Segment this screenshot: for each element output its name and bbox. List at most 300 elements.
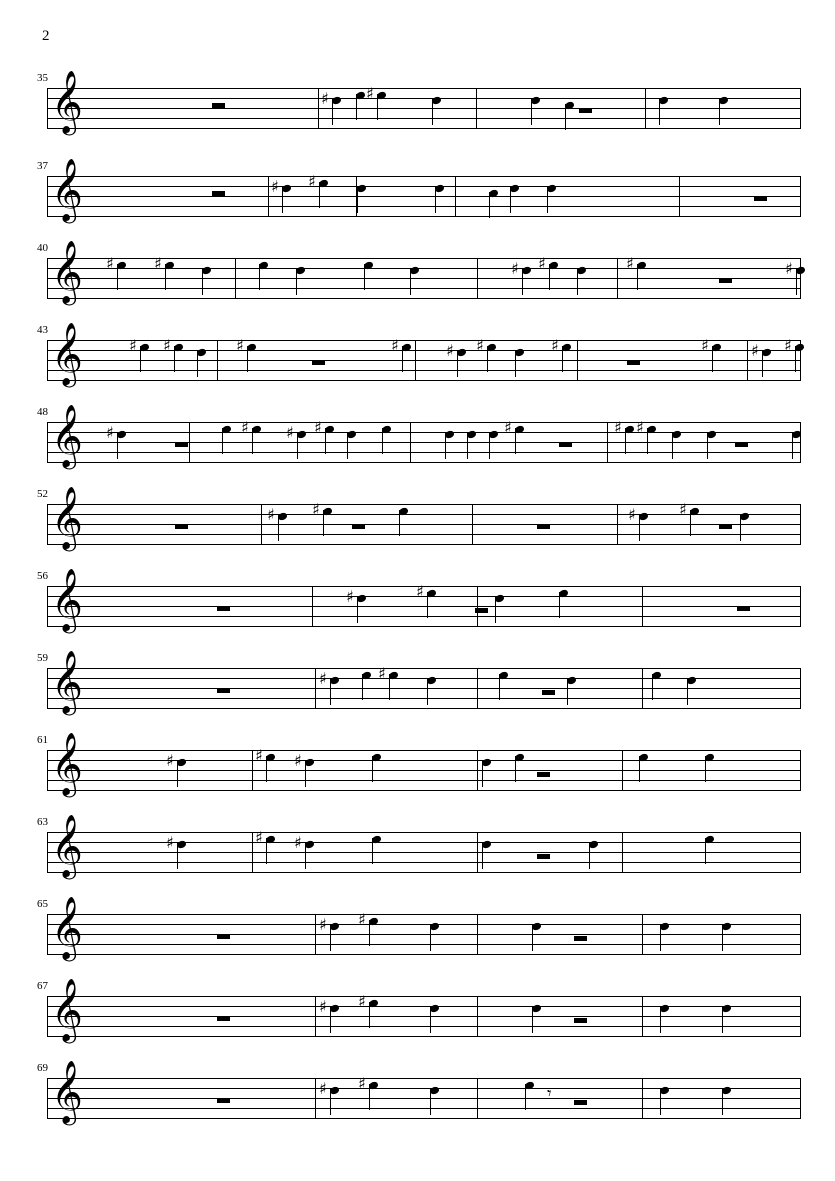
sharp-accidental-icon: ♯ (166, 751, 174, 770)
treble-clef-icon: 𝄞 (51, 732, 83, 795)
barline (477, 914, 478, 955)
barline (47, 504, 48, 545)
barline (800, 832, 801, 873)
staff (47, 500, 800, 545)
note-stem (174, 346, 175, 372)
staff-system (37, 650, 800, 732)
measure-rest (537, 524, 550, 529)
note-stem (652, 674, 653, 700)
sharp-accidental-icon: ♯ (551, 336, 559, 355)
staff-line (47, 360, 800, 361)
note-stem (330, 1089, 331, 1115)
note-stem (567, 679, 568, 705)
note-stem (330, 925, 331, 951)
note-stem (266, 756, 267, 782)
staff-line (47, 708, 800, 709)
barline (315, 1078, 316, 1119)
note-stem (202, 269, 203, 295)
barline (476, 88, 477, 129)
note-stem (325, 428, 326, 454)
staff (47, 418, 800, 463)
staff-line (47, 842, 800, 843)
note-stem (410, 269, 411, 295)
sharp-accidental-icon: ♯ (255, 746, 263, 765)
barline (47, 340, 48, 381)
barline (617, 504, 618, 545)
barline (800, 914, 801, 955)
staff-system (37, 322, 800, 404)
treble-clef-icon: 𝄞 (51, 568, 83, 631)
note-stem (222, 428, 223, 454)
note-stem (499, 674, 500, 700)
staff-system (37, 978, 800, 1060)
note-stem (639, 756, 640, 782)
measure-rest (212, 103, 225, 108)
note-stem (660, 925, 661, 951)
note-stem (467, 433, 468, 459)
note-stem (515, 351, 516, 377)
measure-rest (542, 690, 555, 695)
staff-line (47, 770, 800, 771)
note-stem (482, 761, 483, 787)
measure-rest (212, 191, 225, 196)
sharp-accidental-icon: ♯ (163, 336, 171, 355)
note-stem (117, 433, 118, 459)
staff-line (47, 108, 800, 109)
measure-rest (175, 442, 188, 447)
note-stem (330, 679, 331, 705)
page-number: 2 (42, 28, 50, 44)
note-stem (399, 510, 400, 536)
staff-system (37, 568, 800, 650)
staff-line (47, 216, 800, 217)
note-stem (522, 269, 523, 295)
note-stem (430, 1089, 431, 1115)
treble-clef-icon: 𝄞 (51, 814, 83, 877)
sharp-accidental-icon: ♯ (538, 254, 546, 273)
sharp-accidental-icon: ♯ (255, 828, 263, 847)
barline (47, 258, 48, 299)
barline (800, 258, 801, 299)
measure-rest (559, 442, 572, 447)
measure-rest (217, 934, 230, 939)
staff-line (47, 370, 800, 371)
staff-line (47, 462, 800, 463)
measure-number: 43 (37, 324, 48, 336)
note-stem (589, 843, 590, 869)
note-stem (707, 433, 708, 459)
note-stem (495, 597, 496, 623)
measure-number: 61 (37, 734, 48, 746)
measure-number: 37 (37, 160, 48, 172)
staff-line (47, 534, 800, 535)
staff-line (47, 298, 800, 299)
note-stem (482, 843, 483, 869)
staff-system (37, 896, 800, 978)
note-stem (356, 94, 357, 120)
sharp-accidental-icon: ♯ (166, 833, 174, 852)
note-stem (672, 433, 673, 459)
sharp-accidental-icon: ♯ (511, 259, 519, 278)
sharp-accidental-icon: ♯ (358, 1074, 366, 1093)
measure-rest (217, 606, 230, 611)
barline (217, 340, 218, 381)
sharp-accidental-icon: ♯ (319, 669, 327, 688)
note-stem (639, 515, 640, 541)
barline (800, 586, 801, 627)
staff-line (47, 206, 800, 207)
sharp-accidental-icon: ♯ (628, 505, 636, 524)
measure-number: 56 (37, 570, 48, 582)
barline (47, 176, 48, 217)
staff-line (47, 1016, 800, 1017)
sharp-accidental-icon: ♯ (294, 751, 302, 770)
sharp-accidental-icon: ♯ (308, 172, 316, 191)
note-stem (369, 920, 370, 946)
barline (800, 422, 801, 463)
staff-line (47, 98, 800, 99)
staff-system (37, 1060, 800, 1142)
barline (315, 914, 316, 955)
note-stem (532, 925, 533, 951)
barline (800, 504, 801, 545)
note-stem (559, 592, 560, 618)
note-stem (165, 264, 166, 290)
sharp-accidental-icon: ♯ (366, 84, 374, 103)
note-stem (445, 433, 446, 459)
note-stem (319, 182, 320, 208)
measure-rest (175, 524, 188, 529)
barline (312, 586, 313, 627)
barline (477, 750, 478, 791)
sharp-accidental-icon: ♯ (271, 177, 279, 196)
treble-clef-icon: 𝄞 (51, 486, 83, 549)
note-stem (719, 99, 720, 125)
staff-line (47, 128, 800, 129)
measure-number: 40 (37, 242, 48, 254)
measure-number: 48 (37, 406, 48, 418)
measure-rest (627, 360, 640, 365)
note-stem (690, 510, 691, 536)
staff-line (47, 288, 800, 289)
measure-rest (574, 1100, 587, 1105)
measure-rest (735, 442, 748, 447)
note-stem (792, 433, 793, 459)
note-stem (330, 1007, 331, 1033)
staff-line (47, 606, 800, 607)
barline (47, 422, 48, 463)
sharp-accidental-icon: ♯ (504, 418, 512, 437)
staff-line (47, 118, 800, 119)
note-stem (357, 187, 358, 213)
sharp-accidental-icon: ♯ (784, 336, 792, 355)
barline (642, 914, 643, 955)
sharp-accidental-icon: ♯ (476, 336, 484, 355)
measure-rest (719, 524, 732, 529)
note-stem (435, 187, 436, 213)
staff (47, 84, 800, 129)
sharp-accidental-icon: ♯ (416, 582, 424, 601)
note-stem (722, 1089, 723, 1115)
note-stem (332, 99, 333, 125)
barline (800, 88, 801, 129)
measure-rest (352, 524, 365, 529)
note-stem (369, 1084, 370, 1110)
barline (477, 668, 478, 709)
barline (622, 750, 623, 791)
note-stem (531, 99, 532, 125)
sharp-accidental-icon: ♯ (294, 833, 302, 852)
barline (645, 88, 646, 129)
sharp-accidental-icon: ♯ (319, 1079, 327, 1098)
note-stem (515, 756, 516, 782)
staff (47, 992, 800, 1037)
staff-line (47, 996, 800, 997)
barline (800, 668, 801, 709)
note-stem (795, 346, 796, 372)
note-stem (197, 351, 198, 377)
note-stem (705, 756, 706, 782)
barline (252, 832, 253, 873)
note-stem (660, 1007, 661, 1033)
barline (47, 832, 48, 873)
staff (47, 336, 800, 381)
note-stem (323, 510, 324, 536)
staff-line (47, 1098, 800, 1099)
staff-line (47, 452, 800, 453)
staff-line (47, 88, 800, 89)
treble-clef-icon: 𝄞 (51, 978, 83, 1041)
staff-line (47, 524, 800, 525)
sharp-accidental-icon: ♯ (785, 259, 793, 278)
measure-number: 59 (37, 652, 48, 664)
measure-rest (537, 772, 550, 777)
sharp-accidental-icon: ♯ (314, 418, 322, 437)
measure-rest (737, 606, 750, 611)
staff-line (47, 1118, 800, 1119)
staff-line (47, 380, 800, 381)
sharp-accidental-icon: ♯ (236, 336, 244, 355)
staff-line (47, 176, 800, 177)
note-stem (389, 674, 390, 700)
note-stem (432, 99, 433, 125)
sharp-accidental-icon: ♯ (446, 341, 454, 360)
barline (47, 996, 48, 1037)
note-stem (705, 838, 706, 864)
sharp-accidental-icon: ♯ (614, 418, 622, 437)
note-stem (362, 674, 363, 700)
treble-clef-icon: 𝄞 (51, 240, 83, 303)
note-stem (659, 99, 660, 125)
barline (47, 586, 48, 627)
note-stem (177, 761, 178, 787)
note-stem (487, 346, 488, 372)
sharp-accidental-icon: ♯ (321, 89, 329, 108)
staff-line (47, 1006, 800, 1007)
sharp-accidental-icon: ♯ (751, 341, 759, 360)
staff-line (47, 760, 800, 761)
note-stem (140, 346, 141, 372)
barline (642, 668, 643, 709)
note-stem (489, 433, 490, 459)
staff-line (47, 668, 800, 669)
treble-clef-icon: 𝄞 (51, 650, 83, 713)
barline (268, 176, 269, 217)
note-stem (357, 597, 358, 623)
sharp-accidental-icon: ♯ (106, 254, 114, 273)
note-stem (297, 433, 298, 459)
barline (47, 88, 48, 129)
barline (455, 176, 456, 217)
staff-line (47, 504, 800, 505)
note-stem (372, 838, 373, 864)
note-stem (577, 269, 578, 295)
staff-line (47, 914, 800, 915)
note-stem (510, 187, 511, 213)
barline (47, 750, 48, 791)
staff-line (47, 780, 800, 781)
sharp-accidental-icon: ♯ (679, 500, 687, 519)
measure-number: 63 (37, 816, 48, 828)
eighth-rest-icon: 𝄾 (547, 1084, 552, 1104)
note-stem (372, 756, 373, 782)
sharp-accidental-icon: ♯ (378, 664, 386, 683)
measure-rest (537, 854, 550, 859)
staff-line (47, 1108, 800, 1109)
staff-line (47, 442, 800, 443)
note-stem (369, 1002, 370, 1028)
barline (477, 996, 478, 1037)
staff-line (47, 340, 800, 341)
staff-line (47, 616, 800, 617)
barline (261, 504, 262, 545)
sharp-accidental-icon: ♯ (241, 418, 249, 437)
sharp-accidental-icon: ♯ (358, 992, 366, 1011)
staff-line (47, 924, 800, 925)
sharp-accidental-icon: ♯ (312, 500, 320, 519)
staff-system (37, 404, 800, 486)
sharp-accidental-icon: ♯ (626, 254, 634, 273)
note-stem (377, 94, 378, 120)
note-stem (427, 592, 428, 618)
barline (47, 668, 48, 709)
staff-line (47, 544, 800, 545)
staff-line (47, 422, 800, 423)
note-stem (647, 428, 648, 454)
barline (642, 996, 643, 1037)
staff-line (47, 432, 800, 433)
staff (47, 828, 800, 873)
treble-clef-icon: 𝄞 (51, 322, 83, 385)
treble-clef-icon: 𝄞 (51, 404, 83, 467)
sharp-accidental-icon: ♯ (286, 423, 294, 442)
barline (472, 504, 473, 545)
treble-clef-icon: 𝄞 (51, 1060, 83, 1123)
staff-line (47, 1088, 800, 1089)
measure-rest (574, 1018, 587, 1023)
measure-rest (217, 1016, 230, 1021)
barline (800, 1078, 801, 1119)
note-stem (515, 428, 516, 454)
staff (47, 910, 800, 955)
staff (47, 172, 800, 217)
staff (47, 1074, 800, 1119)
barline (642, 586, 643, 627)
staff-line (47, 1078, 800, 1079)
barline (318, 88, 319, 129)
note-stem (402, 346, 403, 372)
note-stem (637, 264, 638, 290)
staff-line (47, 862, 800, 863)
measure-rest (574, 936, 587, 941)
sharp-accidental-icon: ♯ (129, 336, 137, 355)
note-stem (722, 1007, 723, 1033)
sharp-accidental-icon: ♯ (391, 336, 399, 355)
barline (477, 258, 478, 299)
measure-rest (312, 360, 325, 365)
note-stem (305, 761, 306, 787)
note-stem (525, 1084, 526, 1110)
barline (252, 750, 253, 791)
staff-line (47, 278, 800, 279)
staff-system (37, 814, 800, 896)
note-stem (687, 679, 688, 705)
note-stem (266, 838, 267, 864)
measure-number: 65 (37, 898, 48, 910)
barline (679, 176, 680, 217)
staff-line (47, 832, 800, 833)
note-stem (712, 346, 713, 372)
note-stem (427, 679, 428, 705)
staff-line (47, 872, 800, 873)
note-stem (625, 428, 626, 454)
note-stem (259, 264, 260, 290)
note-stem (740, 515, 741, 541)
staff-line (47, 852, 800, 853)
note-stem (489, 192, 490, 218)
barline (235, 258, 236, 299)
sharp-accidental-icon: ♯ (154, 254, 162, 273)
barline (617, 258, 618, 299)
barline (800, 176, 801, 217)
measure-number: 35 (37, 72, 48, 84)
treble-clef-icon: 𝄞 (51, 896, 83, 959)
note-stem (252, 428, 253, 454)
staff-system (37, 486, 800, 568)
note-stem (347, 433, 348, 459)
barline (47, 1078, 48, 1119)
measure-rest (754, 196, 767, 201)
note-stem (457, 351, 458, 377)
note-stem (547, 187, 548, 213)
note-stem (565, 104, 566, 130)
barline (800, 996, 801, 1037)
staff-line (47, 626, 800, 627)
sharp-accidental-icon: ♯ (701, 336, 709, 355)
note-stem (660, 1089, 661, 1115)
note-stem (305, 843, 306, 869)
sharp-accidental-icon: ♯ (358, 910, 366, 929)
sharp-accidental-icon: ♯ (319, 915, 327, 934)
barline (607, 422, 608, 463)
barline (477, 832, 478, 873)
treble-clef-icon: 𝄞 (51, 70, 83, 133)
note-stem (177, 843, 178, 869)
measure-rest (579, 108, 592, 113)
barline (577, 340, 578, 381)
note-stem (549, 264, 550, 290)
sharp-accidental-icon: ♯ (319, 997, 327, 1016)
